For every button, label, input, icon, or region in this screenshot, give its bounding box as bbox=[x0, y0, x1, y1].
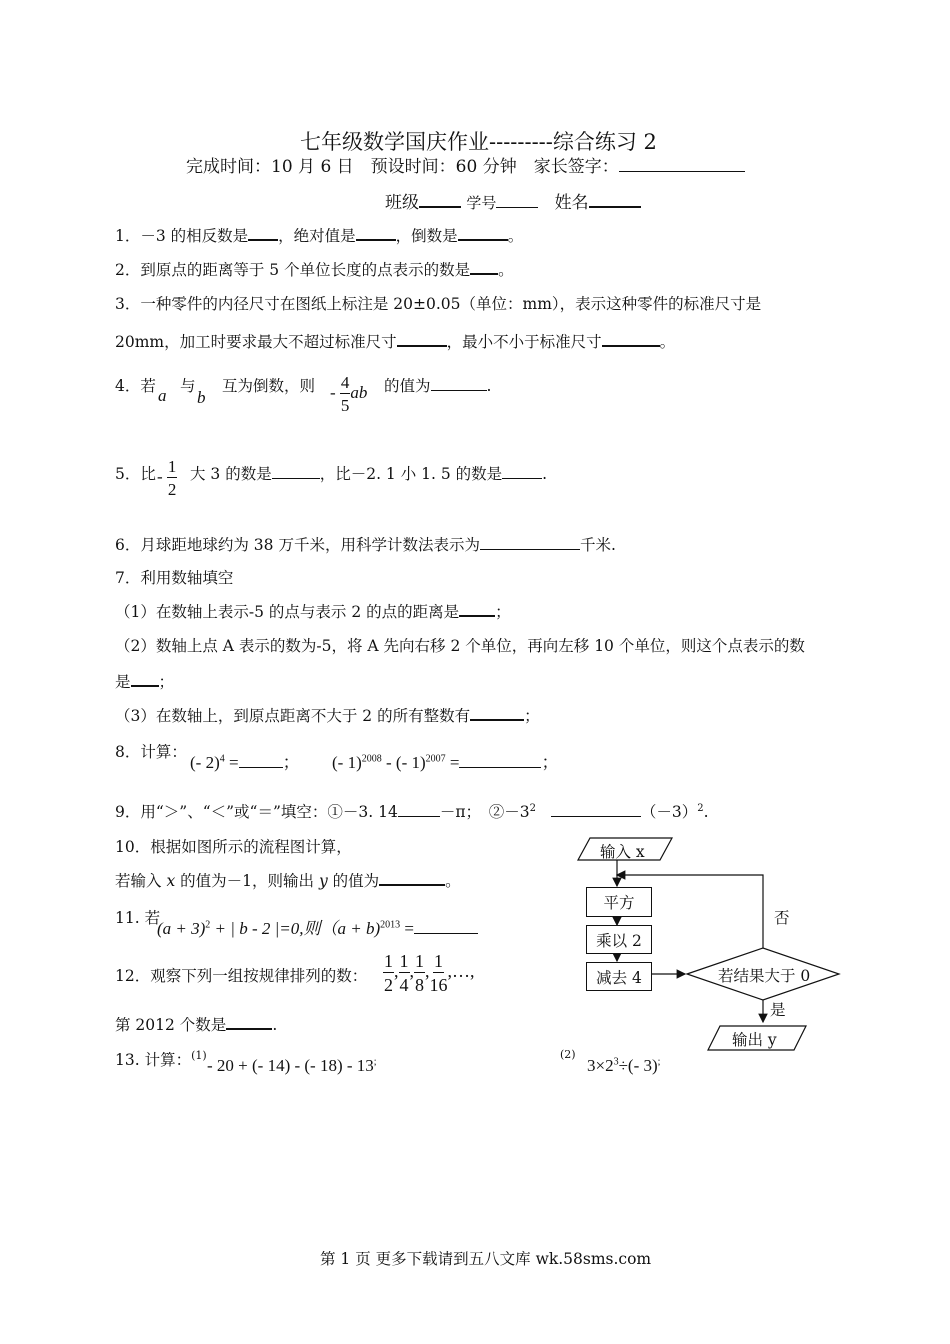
q9-blank1 bbox=[398, 802, 440, 817]
flow-multiply-box bbox=[586, 925, 652, 954]
q9-text3: （－3） bbox=[640, 803, 698, 821]
q5-rest bbox=[190, 462, 547, 484]
class-blank bbox=[419, 192, 461, 208]
q4-minus: - bbox=[330, 382, 336, 402]
student-info bbox=[385, 188, 641, 213]
q10-text-a: 若输入 bbox=[115, 872, 162, 890]
q7-p1-blank bbox=[459, 601, 495, 617]
q11-expr2: + | b - 2 |=0,则（a + b) bbox=[214, 919, 381, 938]
q4-var-b: b bbox=[197, 388, 206, 407]
q13-expression-1 bbox=[207, 1056, 377, 1076]
q8-prefix: 8．计算： bbox=[115, 743, 187, 761]
q8-semi2: ； bbox=[541, 753, 559, 772]
flow-multiply-label: 乘以 2 bbox=[596, 931, 642, 950]
q4-mid2: 互为倒数，则 bbox=[222, 377, 316, 395]
q12-frac-4 bbox=[430, 952, 448, 994]
q4-suffix-text: 的值为 bbox=[384, 377, 431, 395]
question-9 bbox=[115, 800, 709, 822]
q5-minus: - bbox=[157, 466, 163, 486]
q5-prefix: 5．比 bbox=[115, 465, 156, 483]
q3-line2b: ，最小不小于标准尺寸 bbox=[446, 333, 602, 351]
class-label: 班级 bbox=[385, 193, 419, 213]
flow-subtract-label: 减去 4 bbox=[596, 968, 642, 987]
flow-square-box bbox=[586, 887, 652, 917]
q4-mid1: 与 bbox=[180, 377, 196, 395]
q7-part1 bbox=[115, 600, 511, 622]
q12-end: . bbox=[272, 1016, 278, 1034]
q11-expression bbox=[157, 914, 478, 939]
q6-blank bbox=[480, 535, 580, 550]
q12-text: 12．观察下列一组按规律排列的数： bbox=[115, 967, 368, 985]
q13-expr1: - 20 + (- 14) - (- 18) - 13 bbox=[207, 1056, 374, 1075]
q7-p3-blank bbox=[470, 705, 524, 721]
flow-decision-label: 若结果大于 0 bbox=[718, 967, 811, 985]
q10-var-y: y bbox=[318, 872, 328, 890]
q4-var-a: a bbox=[158, 386, 167, 405]
q7-p3-text: （3）在数轴上，到原点距离不大于 2 的所有整数有 bbox=[115, 707, 471, 725]
q5-text1: 大 3 的数是 bbox=[190, 465, 272, 483]
q4-fraction bbox=[340, 374, 351, 414]
q12-den-2: 4 bbox=[399, 975, 409, 995]
q4-end: . bbox=[486, 377, 492, 395]
q2-blank bbox=[470, 259, 498, 275]
flow-square-label: 平方 bbox=[603, 894, 635, 912]
q8-semi1: ； bbox=[282, 753, 300, 772]
q10-line1: 10．根据如图所示的流程图计算， bbox=[115, 838, 352, 856]
q7-p1-end: ； bbox=[495, 603, 511, 621]
q9-end: . bbox=[703, 803, 709, 821]
q1-blank3 bbox=[458, 225, 508, 241]
q2-end: 。 bbox=[498, 261, 514, 279]
q4-suffix bbox=[384, 374, 491, 396]
q1-blank2 bbox=[356, 225, 396, 241]
q12-dots: …, bbox=[452, 961, 475, 982]
page-footer: 第 1 页 更多下载请到五八文库 wk.58sms.com bbox=[320, 1250, 652, 1268]
q5-numerator: 1 bbox=[167, 457, 177, 476]
q3-blank1 bbox=[397, 331, 447, 347]
q4-expression bbox=[330, 374, 367, 414]
q10-line2 bbox=[115, 869, 461, 891]
q6-end: 千米. bbox=[579, 536, 616, 554]
q13-exp2: 3 bbox=[613, 1056, 619, 1068]
q2-text1: 2．到原点的距离等于 5 个单位长度的点表示的数是 bbox=[115, 261, 471, 279]
q5-blank1 bbox=[272, 464, 320, 479]
q12-den-3: 8 bbox=[415, 975, 424, 995]
q5-blank2 bbox=[502, 464, 542, 479]
q1-text1: 1．－3 的相反数是 bbox=[115, 227, 249, 245]
q12-num-2: 1 bbox=[399, 951, 409, 971]
q3-blank2 bbox=[602, 331, 660, 347]
signature-blank bbox=[619, 157, 745, 172]
q8-blank1 bbox=[239, 753, 283, 768]
q11-exp2: 2013 bbox=[380, 919, 401, 931]
q4-denominator: 5 bbox=[340, 396, 350, 415]
number-blank bbox=[496, 193, 538, 208]
flow-subtract-box bbox=[586, 962, 652, 991]
q3-line2a: 20mm，加工时要求最大不超过标准尺寸 bbox=[115, 333, 397, 351]
q4-blank bbox=[431, 376, 487, 391]
q11-eq: = bbox=[404, 919, 414, 938]
q12-frac-3 bbox=[414, 952, 425, 994]
q10-blank bbox=[379, 870, 445, 886]
header-info-text: 完成时间：10 月 6 日 预设时间：60 分钟 家长签字： bbox=[186, 157, 619, 177]
q9-text2: －π； ②－3 bbox=[439, 803, 530, 821]
q13-label2-text: (2) bbox=[560, 1048, 576, 1061]
q13-semi2: ; bbox=[657, 1056, 661, 1068]
q13-expr2b: ÷(- 3) bbox=[618, 1056, 658, 1075]
q7-part3 bbox=[115, 704, 540, 726]
q13-semi1: ; bbox=[373, 1056, 377, 1068]
q12-num-4: 1 bbox=[434, 951, 443, 971]
question-2 bbox=[115, 258, 514, 280]
q8-expr1-exp: 4 bbox=[219, 753, 225, 765]
q10-end: 。 bbox=[445, 872, 461, 890]
q11-exp: 2 bbox=[205, 919, 211, 931]
flow-input-label: 输入 x bbox=[600, 843, 645, 861]
q8-blank2 bbox=[459, 753, 541, 768]
q10-text-b: 的值为－1，则输出 bbox=[180, 872, 315, 890]
q12-frac-1 bbox=[383, 952, 394, 994]
q12-blank bbox=[226, 1014, 272, 1030]
q13-label1: (1) bbox=[191, 1048, 207, 1062]
flow-output-label: 输出 y bbox=[732, 1031, 777, 1049]
q4-ab: ab bbox=[350, 382, 368, 402]
q12-num-3: 1 bbox=[415, 951, 424, 971]
q11-expr: (a + 3) bbox=[157, 919, 206, 938]
q8-exp2b: 2007 bbox=[425, 753, 446, 765]
q8-expr1-base: (- 2) bbox=[190, 753, 220, 772]
q8-exp2a: 2008 bbox=[361, 753, 382, 765]
q5-text2: ，比－2. 1 小 1. 5 的数是 bbox=[319, 465, 503, 483]
flow-no-label: 否 bbox=[774, 909, 790, 927]
q1-end: 。 bbox=[507, 227, 524, 245]
q8-expr2b: (- 1) bbox=[395, 753, 426, 772]
q7-p2b-text: 是 bbox=[115, 673, 131, 691]
q3-end: 。 bbox=[659, 333, 676, 351]
q5-fraction-expr bbox=[157, 458, 177, 498]
q9-blank2 bbox=[551, 802, 641, 817]
number-label: 学号 bbox=[466, 194, 497, 212]
q5-denominator: 2 bbox=[167, 480, 177, 499]
q7-part2-line1: （2）数轴上点 A 表示的数为-5，将 A 先向右移 2 个单位，再向左移 10 个单位，则这个点表示的数 bbox=[115, 637, 805, 655]
q1-text2: ，绝对值是 bbox=[278, 227, 356, 245]
question-3-line1: 3．一种零件的内径尺寸在图纸上标注是 20±0.05（单位：mm），表示这种零件的标准尺寸是 bbox=[115, 295, 762, 313]
q9-text1: 9．用“＞”、“＜”或“＝”填空：①－3. 14 bbox=[115, 803, 398, 821]
q5-fraction bbox=[167, 458, 178, 498]
q12-line2 bbox=[115, 1013, 277, 1035]
question-3-line2 bbox=[115, 330, 675, 352]
q8-minus: - bbox=[385, 753, 392, 772]
q11-prefix: 11. 若 bbox=[115, 909, 161, 927]
q13-prefix-text: 13. 计算： bbox=[115, 1051, 192, 1069]
name-blank bbox=[589, 192, 641, 208]
q10-text-c: 的值为 bbox=[332, 872, 380, 890]
q8-expression-1 bbox=[190, 748, 300, 773]
q12-den-1: 2 bbox=[384, 975, 393, 995]
q13-expr2a: 3×2 bbox=[587, 1056, 614, 1075]
q6-text: 6．月球距地球约为 38 万千米，用科学计数法表示为 bbox=[115, 536, 480, 554]
q1-text3: ，倒数是 bbox=[395, 227, 458, 245]
q7-part2-line2 bbox=[115, 670, 174, 692]
question-1 bbox=[115, 224, 523, 246]
q12-line2-text: 第 2012 个数是 bbox=[115, 1016, 227, 1034]
q7-p2-end: ； bbox=[158, 673, 175, 691]
q7-p2-blank bbox=[131, 671, 159, 687]
q12-num-1: 1 bbox=[384, 951, 393, 971]
q7-title: 7．利用数轴填空 bbox=[115, 569, 234, 587]
q5-end: . bbox=[542, 465, 548, 483]
name-label: 姓名 bbox=[554, 193, 589, 213]
q12-den-4: 16 bbox=[429, 975, 448, 995]
q10-var-x: x bbox=[166, 872, 176, 890]
q9-exp: 2 bbox=[529, 802, 537, 814]
q11-blank bbox=[414, 919, 478, 934]
question-6 bbox=[115, 533, 616, 555]
q13-prefix bbox=[115, 1048, 207, 1070]
q4-numerator: 4 bbox=[340, 373, 350, 392]
q7-p1-text: （1）在数轴上表示-5 的点与表示 2 的点的距离是 bbox=[115, 603, 460, 621]
q9-exp2: 2 bbox=[697, 802, 704, 814]
q4-prefix: 4．若 bbox=[115, 377, 156, 395]
q8-expr2a: (- 1) bbox=[332, 753, 362, 772]
q1-blank1 bbox=[248, 225, 278, 241]
q7-p3-end: ； bbox=[524, 707, 540, 725]
q8-eq1: = bbox=[228, 753, 239, 772]
q12-sequence: $\frac{1}{2}$ , $\frac{1}{4}$ , $\frac{1}{8}$ , $\frac{1}{16}$ ,…, bbox=[384, 951, 475, 995]
q12-frac-2 bbox=[399, 952, 410, 994]
page-title: 七年级数学国庆作业---------综合练习 2 bbox=[300, 130, 657, 154]
q8-expression-2 bbox=[332, 748, 558, 773]
flow-yes-label: 是 bbox=[770, 1001, 786, 1019]
header-info bbox=[186, 152, 745, 177]
q8-eq2: = bbox=[449, 753, 460, 772]
